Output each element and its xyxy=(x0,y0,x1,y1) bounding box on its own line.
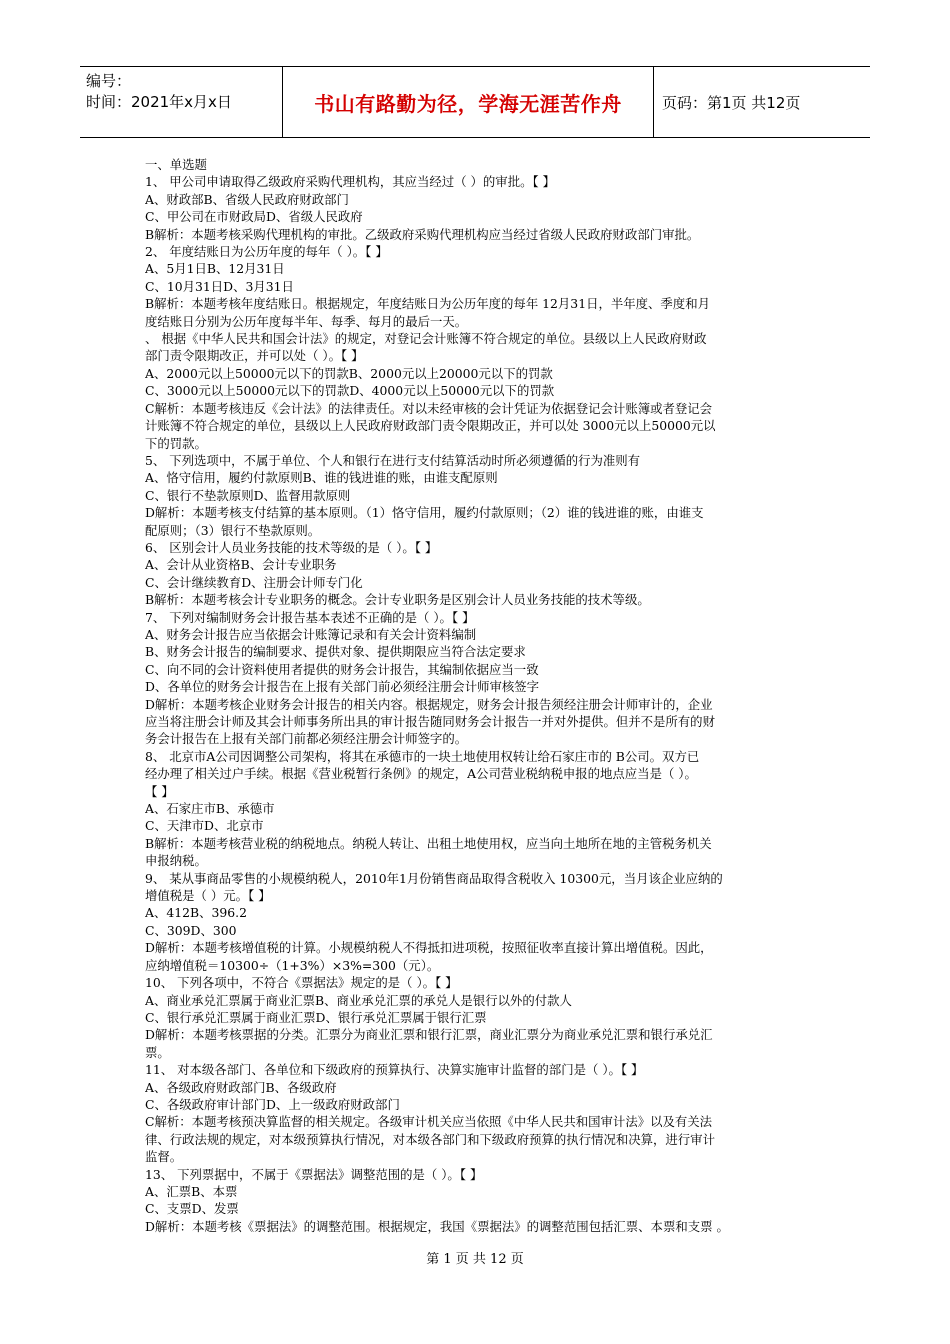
text-line: 【 】 xyxy=(145,783,174,799)
text-line: 8、 北京市A公司因调整公司架构，将其在承德市的一块土地使用权转让给石家庄市的 B公司。双方已 xyxy=(145,748,700,764)
text-line: 7、 下列对编制财务会计报告基本表述不正确的是（ ）。【 】 xyxy=(145,609,475,625)
text-line: 9、 某从事商品零售的小规模纳税人，2010年1月份销售商品取得含税收入 10300元，当月该企业应纳的 xyxy=(145,870,723,886)
text-line: C解析：本题考核预决算监督的相关规定。各级审计机关应当依照《中华人民共和国审计法》以及有关法 xyxy=(145,1114,713,1130)
text-line: A、412B、396.2 xyxy=(145,905,247,921)
text-line: B解析：本题考核年度结账日。根据规定，年度结账日为公历年度的每年 12月31日，半年度、季度和月 xyxy=(145,296,710,312)
text-line: C、各级政府审计部门D、上一级政府财政部门 xyxy=(145,1096,400,1112)
text-line: A、恪守信用，履约付款原则B、谁的钱进谁的账，由谁支配原则 xyxy=(145,470,498,486)
text-line: 应纳增值税＝10300÷（1+3%）×3%=300（元）。 xyxy=(145,957,440,973)
page-footer xyxy=(0,1248,950,1267)
page-header xyxy=(80,66,870,138)
text-line: A、汇票B、本票 xyxy=(145,1183,238,1199)
text-line: 、 根据《中华人民共和国会计法》的规定，对登记会计账簿不符合规定的单位。县级以上人民政府财政 xyxy=(145,331,707,347)
text-line: A、2000元以上50000元以下的罚款B、2000元以上20000元以下的罚款 xyxy=(145,365,553,381)
text-line: D解析：本题考核支付结算的基本原则。（1）恪守信用，履约付款原则；（2）谁的钱进谁的账，由谁支 xyxy=(145,505,704,521)
header-motto-cell xyxy=(282,67,654,137)
number-label: 编号： xyxy=(86,72,132,90)
text-line: A、5月1日B、12月31日 xyxy=(145,261,285,277)
text-line: 2、 年度结账日为公历年度的每年（ ）。【 】 xyxy=(145,244,388,260)
text-line: D解析：本题考核增值税的计算。小规模纳税人不得抵扣进项税，按照征收率直接计算出增值税。因此， xyxy=(145,940,713,956)
page-number-label: 页码：第1页 共12页 xyxy=(662,93,801,112)
text-line: 5、 下列选项中，不属于单位、个人和银行在进行支付结算活动时所必须遵循的行为准则有 xyxy=(145,452,641,468)
text-line: 应当将注册会计师及其会计师事务所出具的审计报告随同财务会计报告一并对外提供。但并不是所有的财 xyxy=(145,714,715,729)
text-line: C、银行不垫款原则D、监督用款原则 xyxy=(145,487,351,503)
footer-page-number: 第 1 页 共 12 页 xyxy=(426,1252,524,1267)
text-line: D解析：本题考核票据的分类。汇票分为商业汇票和银行汇票，商业汇票分为商业承兑汇票和银行承兑汇 xyxy=(145,1027,713,1043)
text-line: 经办理了相关过户手续。根据《营业税暂行条例》的规定，A公司营业税纳税申报的地点应当是（ ）。 xyxy=(145,766,697,782)
text-line: 申报纳税。 xyxy=(145,853,207,869)
text-line: 务会计报告在上报有关部门前都必须经注册会计师签字的。 xyxy=(145,731,468,747)
text-line: B、财务会计报告的编制要求、提供对象、提供期限应当符合法定要求 xyxy=(145,644,526,660)
motto-text: 书山有路勤为径，学海无涯苦作舟 xyxy=(314,91,622,116)
text-line: C、银行承兑汇票属于商业汇票D、银行承兑汇票属于银行汇票 xyxy=(145,1009,487,1025)
text-line: C、甲公司在市财政局D、省级人民政府 xyxy=(145,209,363,225)
text-line: A、财务会计报告应当依据会计账簿记录和有关会计资料编制 xyxy=(145,626,477,642)
text-line: A、财政部B、省级人民政府财政部门 xyxy=(145,191,349,207)
text-line: B解析：本题考核会计专业职务的概念。会计专业职务是区别会计人员业务技能的技术等级。 xyxy=(145,592,650,608)
text-line: C、向不同的会计资料使用者提供的财务会计报告，其编制依据应当一致 xyxy=(145,661,539,677)
text-line: A、会计从业资格B、会计专业职务 xyxy=(145,557,337,573)
text-line: 监督。 xyxy=(145,1149,183,1165)
text-line: 11、 对本级各部门、各单位和下级政府的预算执行、决算实施审计监督的部门是（ ）。【 】 xyxy=(145,1062,644,1078)
text-line: 律、行政法规的规定，对本级预算执行情况，对本级各部门和下级政府预算的执行情况和决算，进行审计 xyxy=(145,1131,715,1147)
text-line: C、支票D、发票 xyxy=(145,1201,239,1217)
text-line: C、309D、300 xyxy=(145,922,237,938)
text-line: C、会计继续教育D、注册会计师专门化 xyxy=(145,574,363,590)
text-line: A、石家庄市B、承德市 xyxy=(145,801,275,817)
text-line: 票。 xyxy=(145,1044,170,1060)
text-line: 计账簿不符合规定的单位，县级以上人民政府财政部门责令限期改正，并可以处 3000元以上50000元以 xyxy=(145,418,716,434)
text-line: 度结账日分别为公历年度每半年、每季、每月的最后一天。 xyxy=(145,313,468,329)
text-line: 增值税是（ ）元。【 】 xyxy=(145,888,271,904)
text-line: 一、单选题 xyxy=(145,157,207,172)
text-line: B解析：本题考核营业税的纳税地点。纳税人转让、出租土地使用权，应当向土地所在地的主管税务机关 xyxy=(145,835,712,851)
text-line: A、各级政府财政部门B、各级政府 xyxy=(145,1079,337,1095)
text-line: D解析：本题考核《票据法》的调整范围。根据规定，我国《票据法》的调整范围包括汇票、本票和支票 。 xyxy=(145,1218,729,1234)
text-line: 部门责令限期改正，并可以处（ ）。【 】 xyxy=(145,348,364,364)
text-line: D解析：本题考核企业财务会计报告的相关内容。根据规定，财务会计报告须经注册会计师审计的，企业 xyxy=(145,696,713,712)
header-right-cell xyxy=(654,67,870,137)
text-line: 1、 甲公司申请取得乙级政府采购代理机构，其应当经过（ ）的审批。【 】 xyxy=(145,174,555,190)
text-line: 下的罚款。 xyxy=(145,435,207,451)
text-line: C、天津市D、北京市 xyxy=(145,818,264,834)
document-body xyxy=(145,156,810,1235)
text-line: 6、 区别会计人员业务技能的技术等级的是（ ）。【 】 xyxy=(145,539,438,555)
text-line: D、各单位的财务会计报告在上报有关部门前必须经注册会计师审核签字 xyxy=(145,679,540,695)
text-line: 10、 下列各项中，不符合《票据法》规定的是（ ）。【 】 xyxy=(145,975,458,991)
text-line: C解析：本题考核违反《会计法》的法律责任。对以未经审核的会计凭证为依据登记会计账簿或者登记会 xyxy=(145,400,713,416)
header-left-cell xyxy=(80,67,282,137)
text-line: C、10月31日D、3月31日 xyxy=(145,278,294,294)
text-line: 13、 下列票据中，不属于《票据法》调整范围的是（ ）。【 】 xyxy=(145,1166,483,1182)
time-label: 时间：2021年x月x日 xyxy=(86,93,232,111)
text-line: A、商业承兑汇票属于商业汇票B、商业承兑汇票的承兑人是银行以外的付款人 xyxy=(145,992,572,1008)
text-line: 配原则；（3）银行不垫款原则。 xyxy=(145,522,321,538)
text-line: C、3000元以上50000元以下的罚款D、4000元以上50000元以下的罚款 xyxy=(145,383,555,399)
text-line: B解析：本题考核采购代理机构的审批。乙级政府采购代理机构应当经过省级人民政府财政部门审批。 xyxy=(145,226,700,242)
